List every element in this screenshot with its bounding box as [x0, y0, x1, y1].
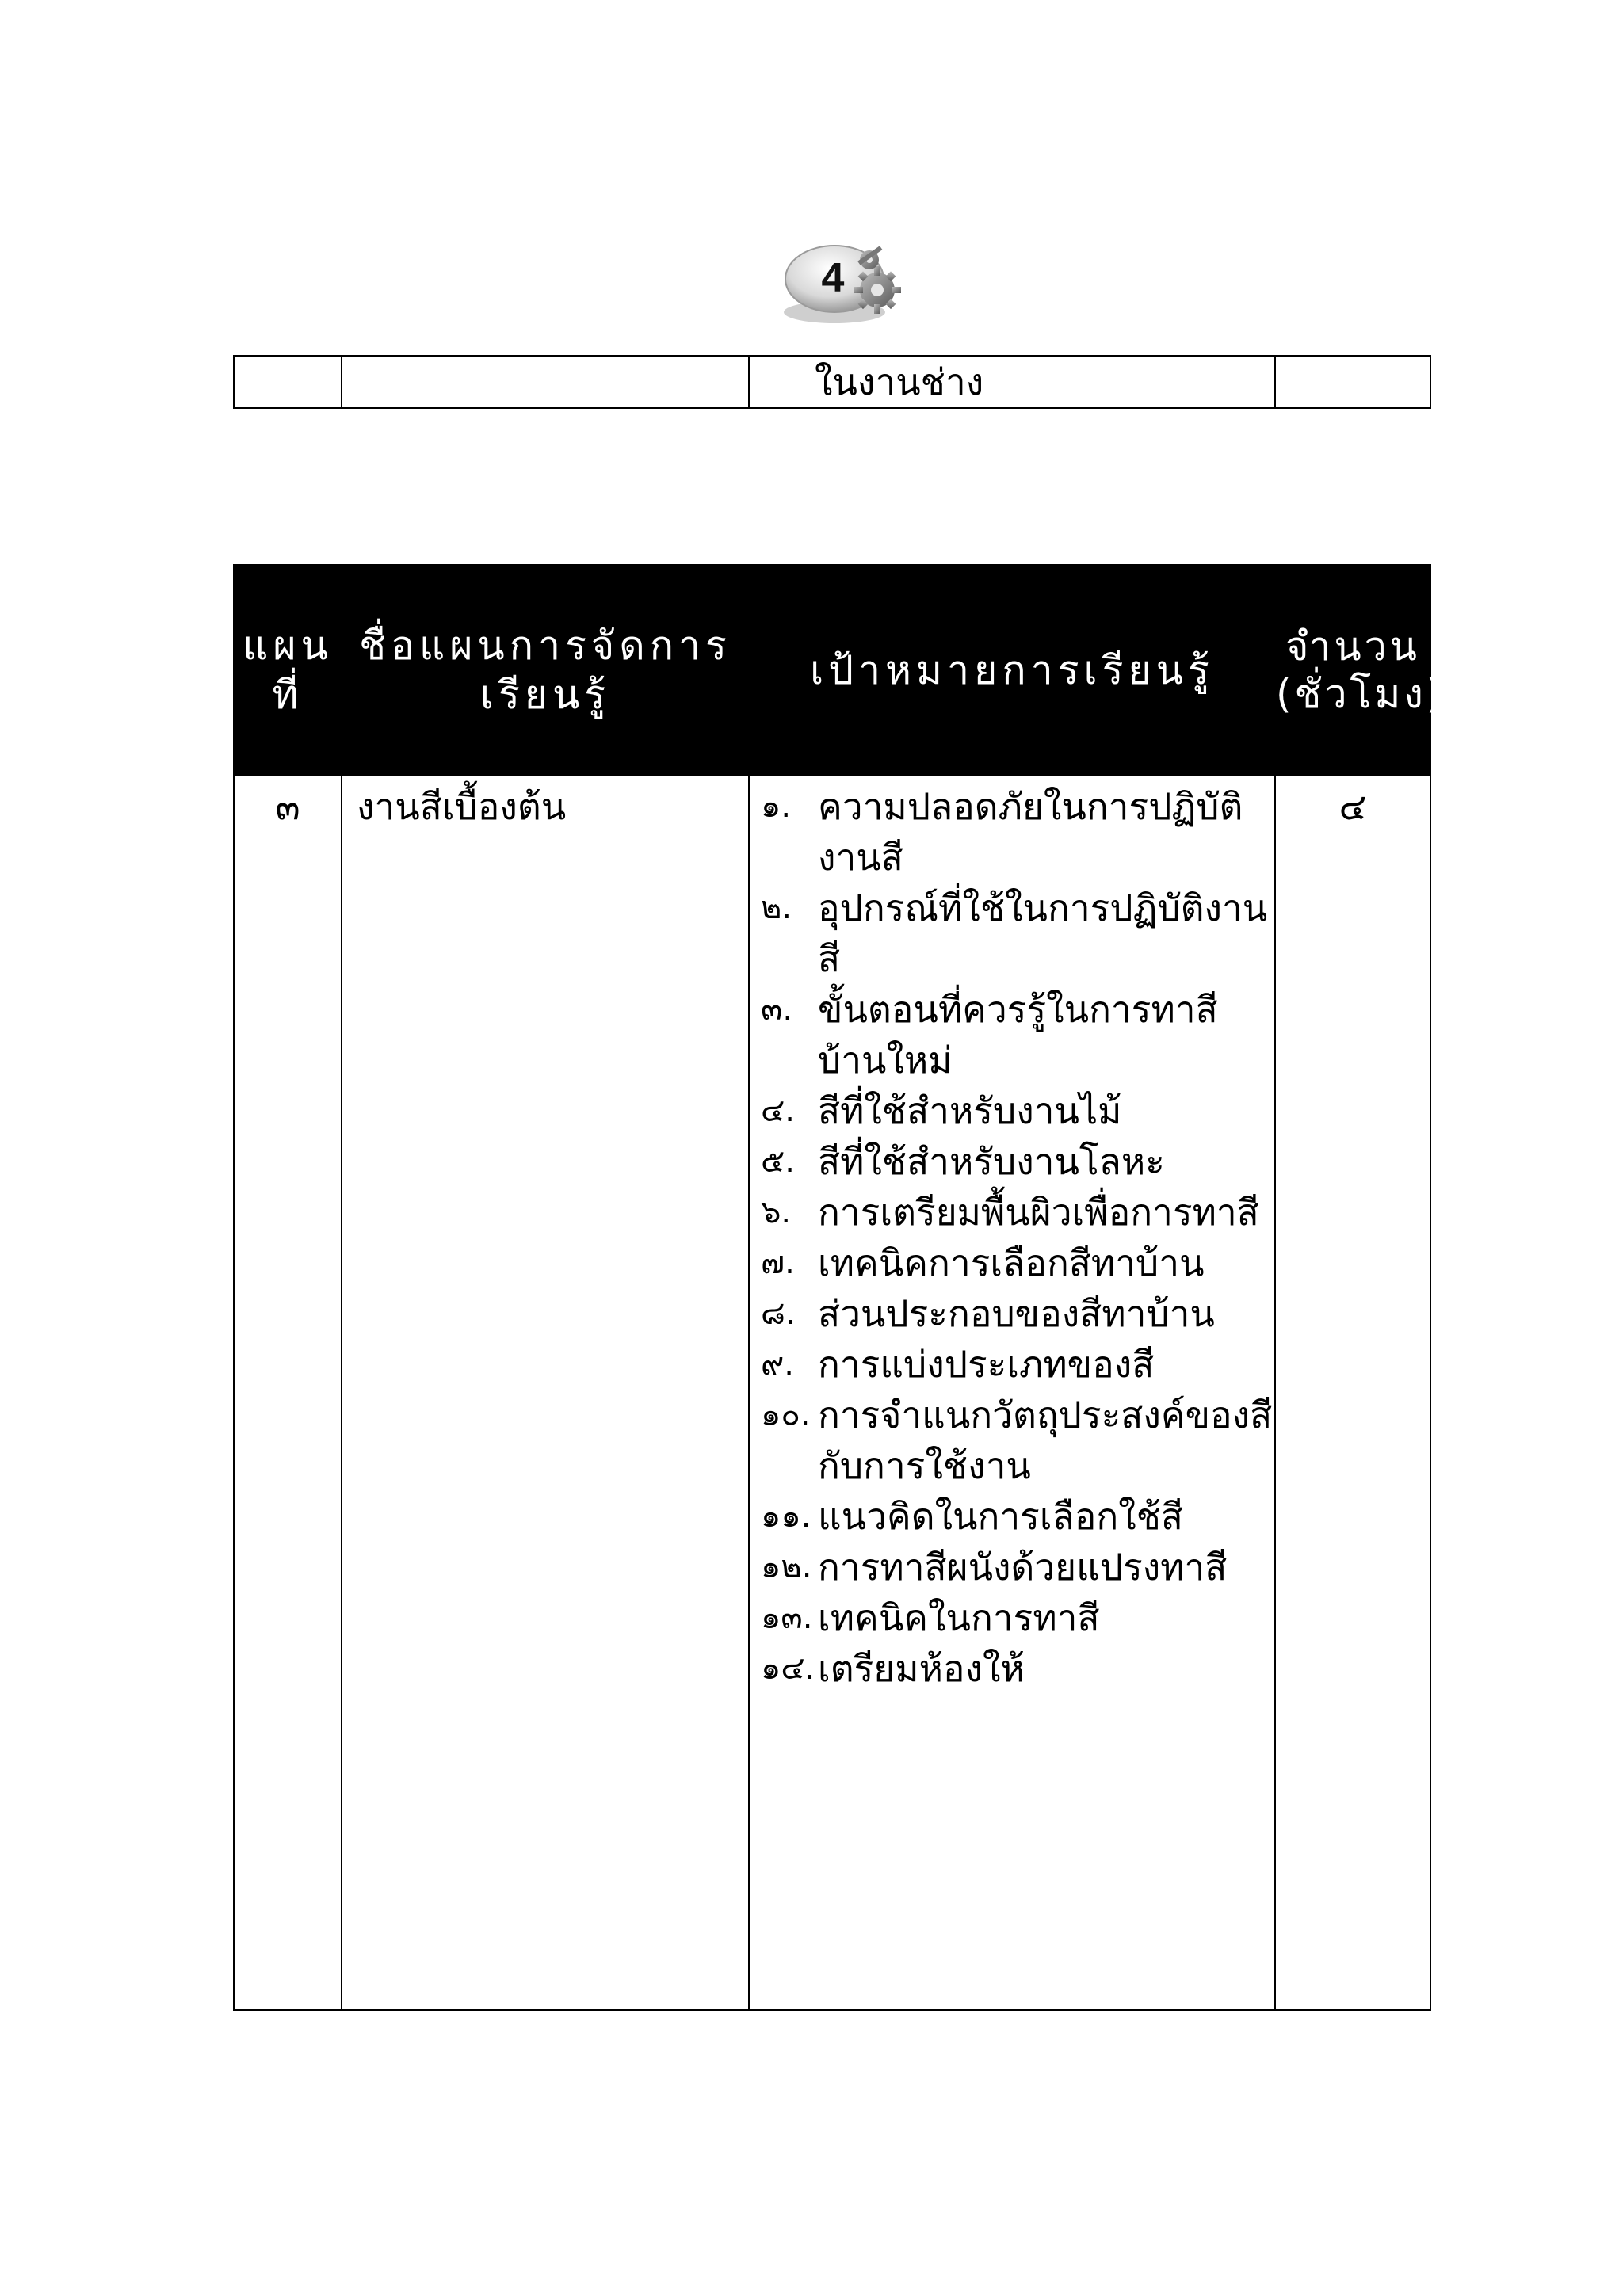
page-number: 4: [821, 255, 845, 301]
list-item: ๖. การเตรียมพื้นผิวเพื่อการทาสี: [761, 1191, 1259, 1234]
list-item: ๕. สีที่ใช้สำหรับงานโลหะ: [761, 1140, 1165, 1183]
list-item: ๒. อุปกรณ์ที่ใช้ในการปฏิบัติงานสี: [761, 887, 1268, 980]
list-item: ๑. ความปลอดภัยในการปฏิบัติงานสี: [761, 785, 1243, 879]
list-item: ๗. เทคนิคการเลือกสีทาบ้าน: [761, 1241, 1205, 1284]
table-row: [234, 356, 1430, 408]
plan-name-cell: [342, 356, 749, 408]
continuation-table: [233, 355, 1431, 409]
list-item: ๙. การแบ่งประเภทของสี: [761, 1343, 1155, 1386]
header-plan-number: แผน ที่: [234, 565, 342, 776]
list-item: ๑๔. เตรียมห้องให้: [761, 1647, 1025, 1690]
list-item: ๑๑. แนวคิดในการเลือกใช้สี: [761, 1495, 1184, 1538]
plan-number-cell: ๓: [234, 776, 342, 2010]
list-item: ๓. ขั้นตอนที่ควรรู้ในการทาสีบ้านใหม่: [761, 988, 1218, 1081]
header-learning-goals: เป้าหมายการเรียนรู้: [749, 565, 1275, 776]
page-number-badge: [781, 230, 907, 333]
hours-cell: [1275, 356, 1430, 408]
header-hours: จำนวน (ชั่วโมง): [1275, 565, 1430, 776]
header-plan-name: ชื่อแผนการจัดการเรียนรู้: [342, 565, 749, 776]
list-item: ๘. ส่วนประกอบของสีทาบ้าน: [761, 1292, 1215, 1335]
list-item: ๑๓. เทคนิคในการทาสี: [761, 1596, 1100, 1639]
plan-name-cell: งานสีเบื้องต้น: [342, 776, 749, 2010]
lesson-plan-table: [233, 564, 1445, 2011]
goals-cell: [749, 776, 1275, 2010]
table-header-row: [234, 565, 1430, 776]
list-item: ๑๐. การจำแนกวัตถุประสงค์ของสีกับการใช้งาน: [761, 1394, 1273, 1487]
list-item: ๔. สีที่ใช้สำหรับงานไม้: [761, 1089, 1122, 1132]
goals-list: [750, 781, 1274, 1694]
goal-cell: ในงานช่าง: [749, 356, 1275, 408]
list-item: ๑๒. การทาสีผนังด้วยแปรงทาสี: [761, 1546, 1228, 1589]
table-row: [234, 776, 1430, 2010]
plan-number-cell: [234, 356, 342, 408]
hours-cell: ๔: [1275, 776, 1430, 2010]
